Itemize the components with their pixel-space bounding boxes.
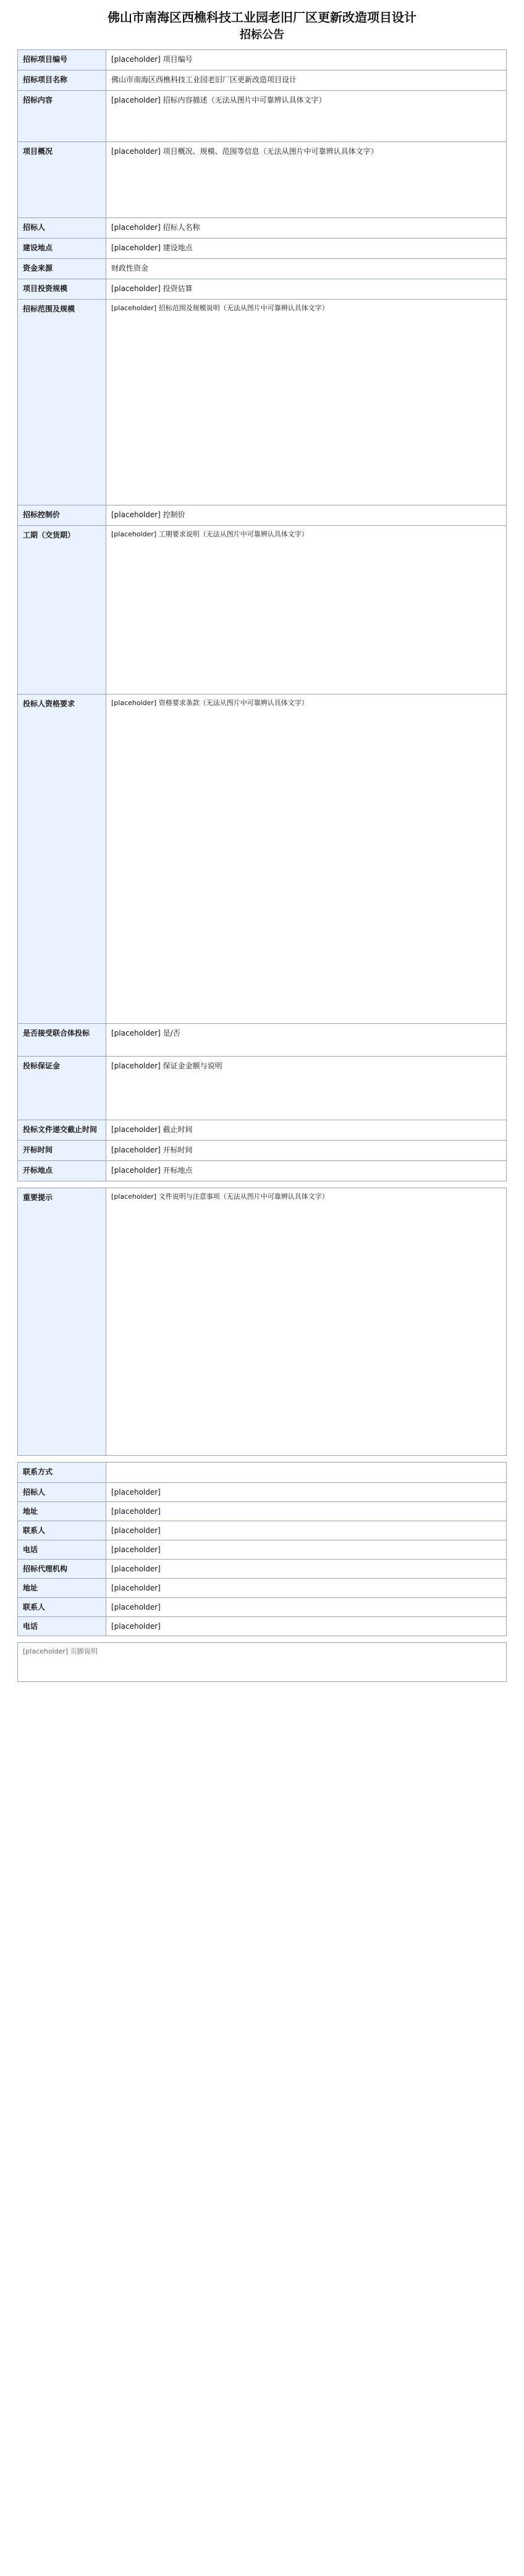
field-row: [18, 695, 507, 1024]
field-key: 工期（交货期）: [18, 526, 106, 695]
contacts-row: [18, 1617, 507, 1636]
field-row: [18, 239, 507, 259]
contacts-key: 招标人: [18, 1483, 106, 1502]
field-value: [placeholder] 控制价: [106, 505, 507, 526]
field-key: 开标时间: [18, 1141, 106, 1161]
contacts-row: [18, 1598, 507, 1617]
notice-row: [18, 1188, 507, 1456]
field-row: [18, 50, 507, 70]
page-title: 佛山市南海区西樵科技工业园老旧厂区更新改造项目设计: [108, 10, 416, 25]
field-key: 投标人资格要求: [18, 695, 106, 1024]
field-value: [placeholder] 招标人名称: [106, 218, 507, 239]
field-value: [placeholder] 保证金金额与说明: [106, 1057, 507, 1120]
field-key: 招标内容: [18, 91, 106, 142]
contacts-row: [18, 1540, 507, 1560]
contacts-value: [placeholder]: [106, 1502, 507, 1521]
field-key: 投标文件递交截止时间: [18, 1120, 106, 1141]
field-row: [18, 279, 507, 300]
field-key: 是否接受联合体投标: [18, 1024, 106, 1057]
field-value: [placeholder] 投资估算: [106, 279, 507, 300]
contacts-value: [placeholder]: [106, 1598, 507, 1617]
field-row: [18, 218, 507, 239]
contacts-row: [18, 1560, 507, 1579]
field-row: [18, 1024, 507, 1057]
field-row: [18, 1141, 507, 1161]
field-value: [placeholder] 招标范围及规模说明（无法从图片中可靠辨认具体文字）: [106, 300, 507, 505]
field-value: [placeholder] 招标内容描述（无法从图片中可靠辨认具体文字）: [106, 91, 507, 142]
field-value: 佛山市南海区西樵科技工业园老旧厂区更新改造项目设计: [106, 70, 507, 91]
field-key: 资金来源: [18, 259, 106, 279]
contacts-value: [placeholder]: [106, 1540, 507, 1560]
field-key: 开标地点: [18, 1161, 106, 1181]
field-row: [18, 300, 507, 505]
field-row: [18, 91, 507, 142]
contacts-key: 电话: [18, 1540, 106, 1560]
field-key: 招标范围及规模: [18, 300, 106, 505]
contacts-spacer: [106, 1463, 507, 1483]
contacts-key: 地址: [18, 1502, 106, 1521]
contacts-label: 联系方式: [18, 1463, 106, 1483]
header: [17, 0, 507, 43]
contacts-value: [placeholder]: [106, 1483, 507, 1502]
contacts-table: [17, 1462, 507, 1636]
notice-text: [placeholder] 文件说明与注意事项（无法从图片中可靠辨认具体文字）: [106, 1188, 507, 1456]
field-key: 项目概况: [18, 142, 106, 218]
field-value: [placeholder] 资格要求条款（无法从图片中可靠辨认具体文字）: [106, 695, 507, 1024]
contacts-value: [placeholder]: [106, 1617, 507, 1636]
field-row: [18, 259, 507, 279]
field-key: 招标控制价: [18, 505, 106, 526]
contacts-key: 电话: [18, 1617, 106, 1636]
field-key: 项目投资规模: [18, 279, 106, 300]
contacts-value: [placeholder]: [106, 1521, 507, 1540]
field-value: [placeholder] 项目概况、规模、范围等信息（无法从图片中可靠辨认具体文字）: [106, 142, 507, 218]
notice-label: 重要提示: [18, 1188, 106, 1456]
field-row: [18, 1120, 507, 1141]
field-key: 招标项目编号: [18, 50, 106, 70]
contacts-value: [placeholder]: [106, 1560, 507, 1579]
field-row: [18, 70, 507, 91]
contacts-value: [placeholder]: [106, 1579, 507, 1598]
field-row: [18, 142, 507, 218]
field-key: 建设地点: [18, 239, 106, 259]
fields-table: [17, 49, 507, 1181]
page-subtitle: 招标公告: [240, 28, 284, 41]
field-value: 财政性资金: [106, 259, 507, 279]
field-row: [18, 505, 507, 526]
field-value: [placeholder] 项目编号: [106, 50, 507, 70]
contacts-key: 地址: [18, 1579, 106, 1598]
contacts-title-row: [18, 1463, 507, 1483]
contacts-key: 招标代理机构: [18, 1560, 106, 1579]
field-key: 招标人: [18, 218, 106, 239]
field-value: [placeholder] 开标时间: [106, 1141, 507, 1161]
contacts-row: [18, 1579, 507, 1598]
contacts-key: 联系人: [18, 1598, 106, 1617]
contacts-row: [18, 1521, 507, 1540]
field-key: 投标保证金: [18, 1057, 106, 1120]
field-row: [18, 526, 507, 695]
field-value: [placeholder] 是/否: [106, 1024, 507, 1057]
field-row: [18, 1057, 507, 1120]
field-value: [placeholder] 开标地点: [106, 1161, 507, 1181]
field-row: [18, 1161, 507, 1181]
field-value: [placeholder] 截止时间: [106, 1120, 507, 1141]
footer-text: [placeholder] 页脚说明: [18, 1643, 507, 1682]
contacts-row: [18, 1483, 507, 1502]
footer-row: [18, 1643, 507, 1682]
field-value: [placeholder] 工期要求说明（无法从图片中可靠辨认具体文字）: [106, 526, 507, 695]
contacts-row: [18, 1502, 507, 1521]
contacts-key: 联系人: [18, 1521, 106, 1540]
notice-table: [17, 1188, 507, 1456]
field-value: [placeholder] 建设地点: [106, 239, 507, 259]
field-key: 招标项目名称: [18, 70, 106, 91]
footer-table: [17, 1642, 507, 1682]
